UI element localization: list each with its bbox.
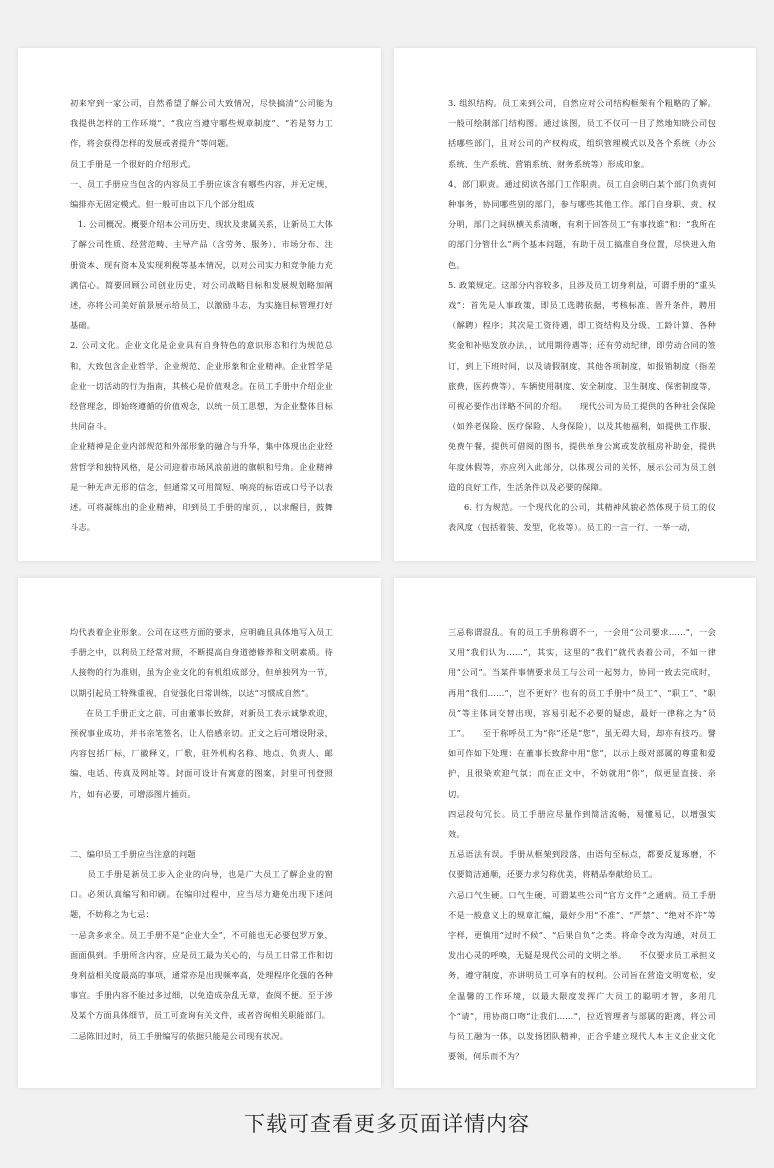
document-page-4 [394, 578, 756, 1088]
paragraph: 6. 行为规范。一个现代化的公司，其精神风貌必然体现于员工的仪表风度（包括着装、发型，化妆等）。员工的一言一行、一举一动， [448, 502, 716, 533]
paragraph: 3. 组织结构。员工来到公司，自然应对公司结构框架有个粗略的了解。一般可绘制部门结构图。通过该图，员工不仅可一目了然地知晓公司包括哪些部门，且对公司的产权构成，组织管理模式以及各个系统（办公系统、生产系统、营销系统、财务系统等）形成印象。 [448, 98, 716, 169]
paragraph: 企业精神是企业内部规范和外部形象的融合与升华，集中体现出企业经营哲学和独特风格，是公司迎着市场风浪前进的旗帜和号角。企业精神是一种无声无形的信念，但通常又可用简短、响亮的标语或口号予以表述。可将凝练出的企业精神，印到员工手册的扉页，，以求醒目，鼓舞斗志。 [70, 441, 333, 533]
more-pages-caption[interactable]: 下载可查看更多页面详情内容 [244, 1112, 530, 1136]
paragraph: 四忌段句冗长。员工手册应尽量作到简洁流畅，易懂易记，以增强实效。 [448, 808, 716, 840]
paragraph: 员工手册是一个很好的介绍形式。 [70, 158, 196, 169]
paragraph-spacer [70, 804, 333, 844]
document-page-2 [394, 48, 756, 561]
paragraph: 员工手册是新员工步入企业的向导，也是广大员工了解企业的窗口。必须认真编写和印刷。在编印过程中，应当尽力避免出现下述问题，不妨称之为七忌： [70, 869, 333, 920]
paragraph: 二忌陈旧过时，员工手册编写的依据只能是公司现有状况。 [70, 1030, 289, 1041]
paragraph: 4、部门职责。通过阅读各部门工作职责。员工自会明白某个部门负责何种事务，协同哪些别的部门，参与哪些其他工作。部门自身职、责、权分明，部门之间纵横关系清晰，有利于回答员工“有事找谁”和：“我所在的部门分管什么”两个基本问题，有助于员工搞准自身位置，尽快进入角色。 [448, 178, 716, 270]
paragraph: 一、员工手册应当包含的内容员工手册应该含有哪些内容，并无定规，编排亦无固定模式。但一般可由以下几个部分组成 [70, 178, 333, 210]
section-heading: 二、编印员工手册应当注意的问题 [70, 848, 196, 859]
paragraph: 三忌称谓混乱。有的员工手册称谓不一，一会用“公司要求……”，一会又用“我们认为……”，其实，这里的“我们”就代表着公司，不如一律用“公司”。当某件事情要求员工与公司一起努力，协同一致去完成时，再用“我们……”，岂不更好？也有的员工手册中“员工”、“职工”、“职员”等主体词交替出现，容易引起不必要的疑虑，最好一律称之为“员工”。 至于称呼员工为“你”还是“您”，虽无碍大局，却亦有技巧。譬如可作如下处理：在董事长致辞中用“您”，以示上级对部属的尊重和爱护，且很染欢迎气氛；而在正文中，不妨就用“你”，似更显直接、亲切。 [448, 627, 716, 799]
paragraph: 1. 公司概况。概要介绍本公司历史、现状及隶属关系，让新员工大体了解公司性质、经营范畴、主导产品（含劳务、服务）、市场分布、注册资本、现有资本及实现利税等基本情况，以对公司实力和竞争能力充满信心。简要回顾公司创业历史，对公司战略目标和发展规划略加阐述，亦将公司美好前景展示给员工，以激励斗志，为实施目标管理打好基础。 [70, 219, 333, 331]
paragraph: 五忌语法有误。手册从框架到段落，由语句至标点，都要反复琢磨，不仅要简洁通顺，还要力求匀称优美，将精品奉献给员工。 [448, 849, 716, 880]
document-page-3 [18, 578, 381, 1088]
paragraph: 均代表着企业形象。公司在这些方面的要求，应明确且具体地写入员工手册之中，以利员工经常对照，不断提高自身道德修养和文明素质。待人接物的行为准则，虽为企业文化的有机组成部分，但单独列为一节，以期引起员工特殊重视，自觉强化日常训练，以达“习惯成自然”。 [70, 627, 333, 698]
document-page-1 [18, 48, 381, 561]
paragraph: 初来窄到一家公司，自然希望了解公司大致情况，尽快搞清“公司能为我提供怎样的工作环境”、“我应当遵守哪些规章制度”、“若是努力工作，将会获得怎样的发展或者提升”等问题。 [70, 98, 333, 149]
paragraph: 5. 政策规定。这部分内容较多，且涉及员工切身利益，可谓手册的“重头戏”：首先是人事政策，即员工选聘依据，考核标准、晋升条件，聘用（解聘）程序；其次是工资待遇，即工资结构及分级、工龄计算、各种奖金和补贴发放办法，，试用期待遇等；还有劳动纪律，即劳动合同的签订，到上下班时间，以及请假制度，其他各项制度，如报销制度（指差旅费，医药费等）、车辆使用制度、安全制度、卫生制度、保密制度等，可视必要作出详略不同的介绍。 现代公司为员工提供的各种社会保险（如养老保险、医疗保险、人身保险），以及其他福利，如提供工作服、免费午餐，提供可借阅的图书，提供单身公寓或发放租房补助金，提供年度休假等，亦应列入此部分，以体现公司的关怀，展示公司为员工创造的良好工作，生活条件以及必要的保障。 [448, 279, 716, 492]
paragraph: 在员工手册正文之前，可由董事长致辞，对新员工表示诚挚欢迎，预祝事业成功，并书亲笔签名，让人倍感亲切。正文之后可增设附录，内容包括厂标，厂徽释义，厂歌，驻外机构名称、地点、负责人、邮编、电话、传真及网址等。封面可设计有寓意的图案，封里可刊登照片，如有必要，可增添图片插页。 [70, 707, 333, 799]
paragraph: 2. 公司文化。企业文化是企业具有自身特色的意识形态和行为规范总和，大致包含企业哲学、企业规范、企业形象和企业精神。企业哲学是企业一切活动的行为指南，其核心是价值观念。在员工手册中介绍企业经营理念，即始终遵循的价值观念，以统一员工思想，为企业整体目标共同奋斗。 [70, 340, 333, 432]
paragraph: 一忌贪多求全。员工手册不是“企业大全”，不可能也无必要包罗万象，面面俱到。手册所含内容，应是员工最为关心的，与员工日常工作和切身利益相关度最高的事项，通常亦是出现频率高，处理程序化强的各种事宜。手册内容不能过多过细，以免造成杂乱无章，查阅不便。至于涉及某个方面具体细节，员工可查询有关文件，或者咨询相关职能部门。 [70, 929, 333, 1021]
paragraph: 六忌口气生硬。口气生硬、可谓某些公司“官方文件”之通病。员工手册不是一般意义上的规章汇编，最好少用“不准”、“严禁”、“绝对不许”等字样，更慎用“过时不候”、“后果自负”之类。将命令改为沟通，对员工发出心灵的呼唤，无疑是现代公司的文明之举。 不仅要求员工承担义务，遵守制度，亦讲明员工可享有的权利。公司旨在营造文明宽松，安全温馨的工作环境，以最大限度发挥广大员工的聪明才智，多用几个“请”，用协商口吻“让我们……”，拉近管理者与部属的距离，将公司与员工融为一体，以发扬团队精神，正合乎建立现代人本主义企业文化要领，何乐而不为？ [448, 889, 716, 1062]
